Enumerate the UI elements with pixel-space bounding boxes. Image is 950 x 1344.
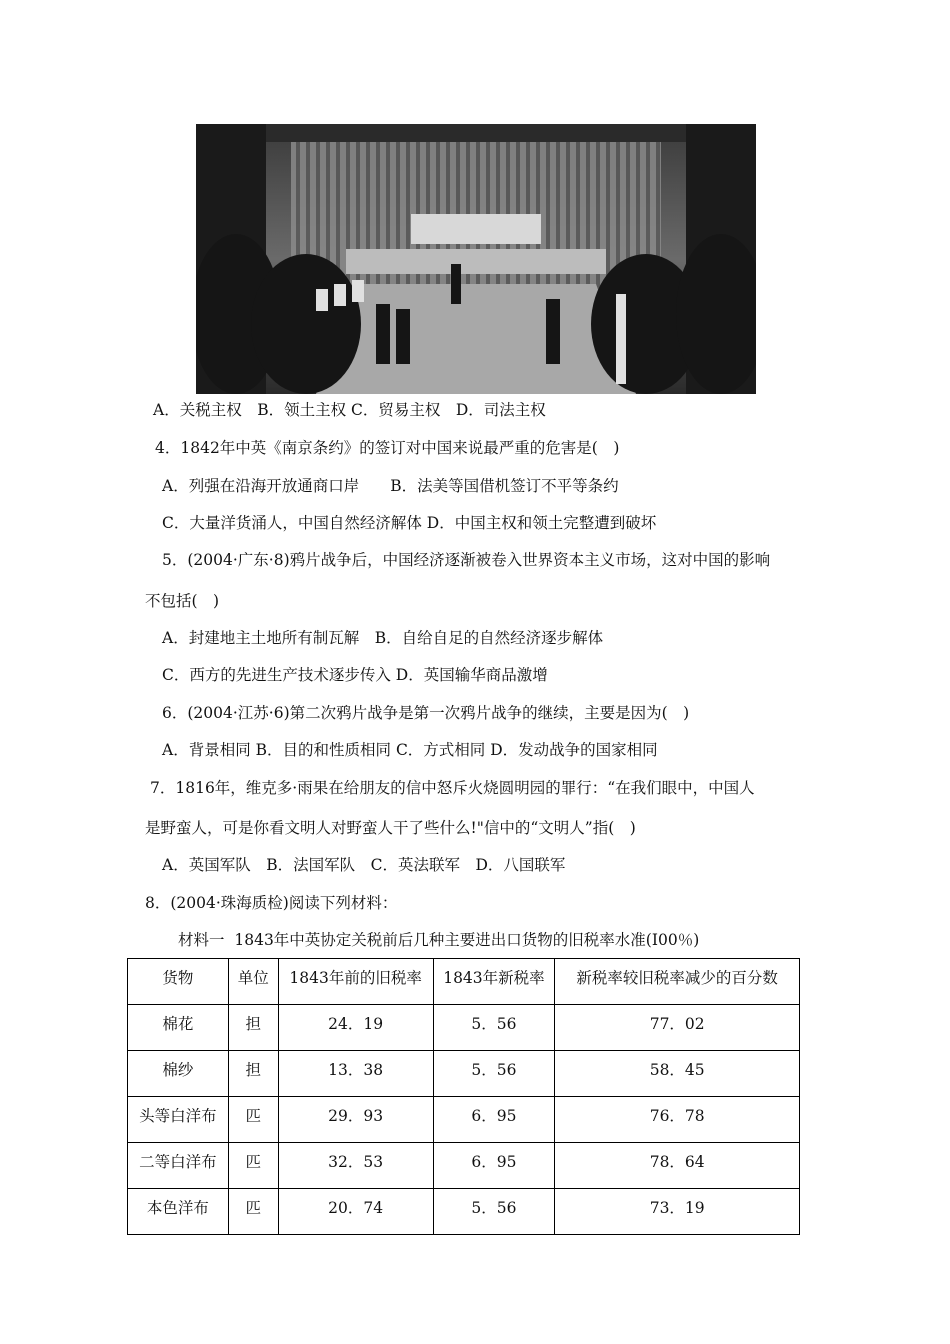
cell-reduction: 77．02 (555, 1005, 800, 1051)
cell-old-rate: 24．19 (278, 1005, 433, 1051)
table-row (128, 1189, 800, 1235)
question-7-stem-line1: 7．1816年，维克多·雨果在给朋友的信中怒斥火烧圆明园的罪行：“在我们眼中，中国人 (150, 779, 755, 797)
cell-reduction: 76．78 (555, 1097, 800, 1143)
header-old-rate: 1843年前的旧税率 (278, 959, 433, 1005)
cell-old-rate: 13．38 (278, 1051, 433, 1097)
cell-new-rate: 5．56 (433, 1051, 555, 1097)
table-row (128, 1005, 800, 1051)
header-new-rate: 1843年新税率 (433, 959, 555, 1005)
cell-goods: 棉纱 (128, 1051, 229, 1097)
question-5-stem-line2: 不包括( ) (145, 592, 220, 610)
cell-reduction: 58．45 (555, 1051, 800, 1097)
table-row (128, 1051, 800, 1097)
question-7-options: A．英国军队 B．法国军队 C．英法联军 D．八国联军 (162, 856, 566, 874)
cell-reduction: 73．19 (555, 1189, 800, 1235)
table-row (128, 1097, 800, 1143)
signing-ceremony-photo (196, 124, 756, 394)
cell-new-rate: 5．56 (433, 1005, 555, 1051)
cell-reduction: 78．64 (555, 1143, 800, 1189)
cell-unit: 匹 (228, 1143, 278, 1189)
table-header-row (128, 959, 800, 1005)
question-4-options-cd: C．大量洋货涌人，中国自然经济解体 D．中国主权和领土完整遭到破坏 (162, 514, 657, 532)
cell-unit: 担 (228, 1051, 278, 1097)
question-7-stem-line2: 是野蛮人，可是你看文明人对野蛮人干了些什么!"信中的“文明人”指( ) (145, 819, 636, 837)
question-5-stem-line1: 5．(2004·广东·8)鸦片战争后，中国经济逐渐被卷入世界资本主义市场，这对中国的影响 (162, 551, 771, 569)
question-8-stem: 8．(2004·珠海质检)阅读下列材料： (145, 894, 398, 912)
cell-goods: 头等白洋布 (128, 1097, 229, 1143)
header-reduction-percent: 新税率较旧税率减少的百分数 (555, 959, 800, 1005)
cell-old-rate: 20．74 (278, 1189, 433, 1235)
cell-unit: 担 (228, 1005, 278, 1051)
cell-old-rate: 29．93 (278, 1097, 433, 1143)
header-goods: 货物 (128, 959, 229, 1005)
question-6-stem: 6．(2004·江苏·6)第二次鸦片战争是第一次鸦片战争的继续，主要是因为( ) (162, 704, 690, 722)
question-5-options-cd: C．西方的先进生产技术逐步传入 D．英国输华商品激增 (162, 666, 548, 684)
cell-old-rate: 32．53 (278, 1143, 433, 1189)
question-4-stem: 4．1842年中英《南京条约》的签订对中国来说最严重的危害是( ) (155, 439, 620, 457)
question-6-options: A．背景相同 B．目的和性质相同 C．方式相同 D．发动战争的国家相同 (162, 741, 658, 759)
question-4-options-ab: A．列强在沿海开放通商口岸 B．法美等国借机签订不平等条约 (162, 477, 619, 495)
cell-new-rate: 6．95 (433, 1143, 555, 1189)
material-one-title: 材料一 1843年中英协定关税前后几种主要进出口货物的旧税率水准(I00％) (178, 931, 700, 949)
header-unit: 单位 (228, 959, 278, 1005)
tariff-rate-table (127, 958, 800, 1235)
cell-goods: 本色洋布 (128, 1189, 229, 1235)
cell-unit: 匹 (228, 1097, 278, 1143)
cell-new-rate: 6．95 (433, 1097, 555, 1143)
cell-goods: 棉花 (128, 1005, 229, 1051)
question-5-options-ab: A．封建地主土地所有制瓦解 B．自给自足的自然经济逐步解体 (162, 629, 604, 647)
cell-unit: 匹 (228, 1189, 278, 1235)
table-row (128, 1143, 800, 1189)
cell-goods: 二等白洋布 (128, 1143, 229, 1189)
question-3-options: A．关税主权 B．领土主权 C．贸易主权 D．司法主权 (153, 401, 546, 419)
cell-new-rate: 5．56 (433, 1189, 555, 1235)
